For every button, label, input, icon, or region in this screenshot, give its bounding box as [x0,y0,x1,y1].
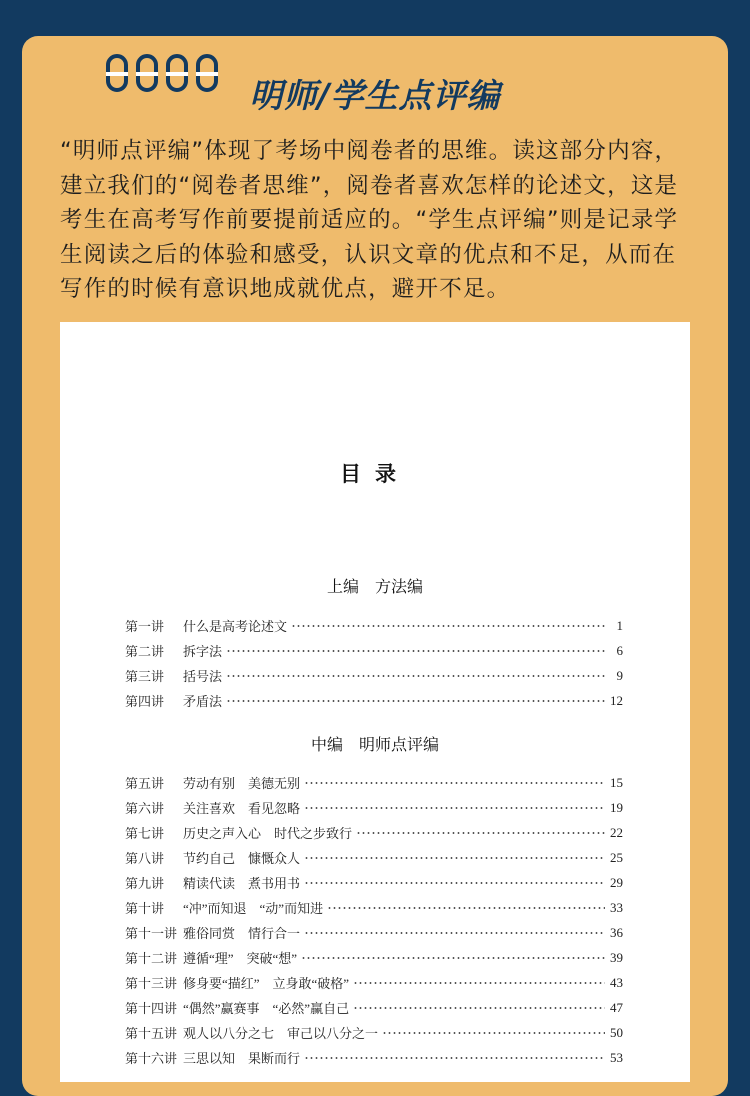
toc-entry [125,795,623,820]
toc-entry [125,688,623,713]
toc-entry-page: 12 [610,692,623,708]
toc-entry-page: 43 [610,974,623,990]
part1-entries [125,613,623,713]
toc-entry-page: 19 [610,799,623,815]
dot-leader [353,1007,605,1009]
toc-entry [125,770,623,795]
toc-entry-title: “偶然”赢赛事 “必然”赢自己 [183,1001,350,1016]
dot-leader [304,857,605,859]
toc-entry-number: 第四讲 [125,694,165,709]
toc-entry-title: 观人以八分之七 审己以八分之一 [183,1026,379,1041]
dot-leader [356,832,605,834]
toc-entry-page: 47 [610,999,623,1015]
toc-entry-page: 29 [610,874,623,890]
toc-entry [125,663,623,688]
toc-entry-number: 第十三讲 [125,976,178,991]
section-heading: 明师/学生点评编 [249,76,501,115]
toc-entry-number: 第十四讲 [125,1001,178,1016]
toc-entry-title: 修身要“描红” 立身敢“破格” [183,976,350,991]
dot-leader [226,675,605,677]
toc-entry-page: 50 [610,1024,623,1040]
toc-entry-title: 历史之声入心 时代之步致行 [183,826,353,841]
toc-entry [125,920,623,945]
toc-entry [125,995,623,1020]
toc-entry-title: 雅俗同赏 情行合一 [183,926,301,941]
toc-entry-number: 第九讲 [125,876,165,891]
dot-leader [291,625,605,627]
toc-entry-number: 第三讲 [125,669,165,684]
toc-entry-number: 第八讲 [125,851,165,866]
toc-entry-page: 36 [610,924,623,940]
toc-entry [125,845,623,870]
toc-entry [125,638,623,663]
dot-leader [382,1032,605,1034]
toc-entry-number: 第一讲 [125,619,165,634]
toc-entry-page: 53 [610,1049,623,1065]
toc-entry [125,820,623,845]
toc-entry-number: 第七讲 [125,826,165,841]
toc-entry-number: 第二讲 [125,644,165,659]
toc-entry-title: 三思以知 果断而行 [183,1051,301,1066]
dot-leader [304,807,605,809]
toc-entry [125,945,623,970]
toc-entry-title: 拆字法 [183,644,223,659]
toc-entry [125,970,623,995]
toc-entry-title: 劳动有别 美德无别 [183,776,301,791]
toc-page [60,322,690,1082]
dot-leader [353,982,605,984]
dot-leader [327,907,605,909]
toc-entry [125,613,623,638]
dot-leader [304,1057,605,1059]
toc-entry-number: 第十一讲 [125,926,178,941]
toc-entry-title: 什么是高考论述文 [183,619,288,634]
part1-title: 上编 方法编 [326,577,423,596]
dot-leader [226,650,605,652]
toc-entry-number: 第十二讲 [125,951,178,966]
toc-entry-page: 25 [610,849,623,865]
dot-leader [304,932,605,934]
toc-entry-page: 22 [610,824,623,840]
part2-entries [125,770,623,1070]
dot-leader [301,957,605,959]
toc-entry-number: 第六讲 [125,801,165,816]
toc-entry-title: 精读代读 煮书用书 [183,876,301,891]
toc-entry-page: 33 [610,899,623,915]
part2-title: 中编 明师点评编 [310,735,439,754]
dot-leader [304,782,605,784]
toc-entry-title: 矛盾法 [183,694,223,709]
toc-entry [125,870,623,895]
toc-entry-page: 6 [616,642,623,658]
toc-entry-page: 15 [610,774,623,790]
toc-entry-number: 第十讲 [125,901,165,916]
toc-entry-number: 第十六讲 [125,1051,178,1066]
toc-title: 目录 [340,462,410,486]
toc-entry-page: 9 [616,667,623,683]
toc-entry [125,1020,623,1045]
toc-entry-page: 39 [610,949,623,965]
toc-entry-number: 第十五讲 [125,1026,178,1041]
dot-leader [226,700,605,702]
toc-entry [125,895,623,920]
toc-entry-page: 1 [616,617,623,633]
intro-paragraph: “明师点评编”体现了考场中阅卷者的思维。读这部分内容，建立我们的“阅卷者思维”，阅卷者喜欢怎样的论述文，这是考生在高考写作前要提前适应的。“学生点评编”则是记录学生阅读之后的体验和感受，认识文章的优点和不足，从而在写作的时候有意识地成就优点，避开不足。 [60,138,679,302]
toc-entry-title: 关注喜欢 看见忽略 [183,801,301,816]
toc-entry-title: 遵循“理” 突破“想” [183,951,298,966]
toc-entry-title: 括号法 [183,669,223,684]
toc-entry-title: “冲”而知退 “动”而知进 [183,901,324,916]
toc-entry [125,1045,623,1070]
toc-entry-title: 节约自己 慷慨众人 [183,851,301,866]
dot-leader [304,882,605,884]
toc-entry-number: 第五讲 [125,776,165,791]
